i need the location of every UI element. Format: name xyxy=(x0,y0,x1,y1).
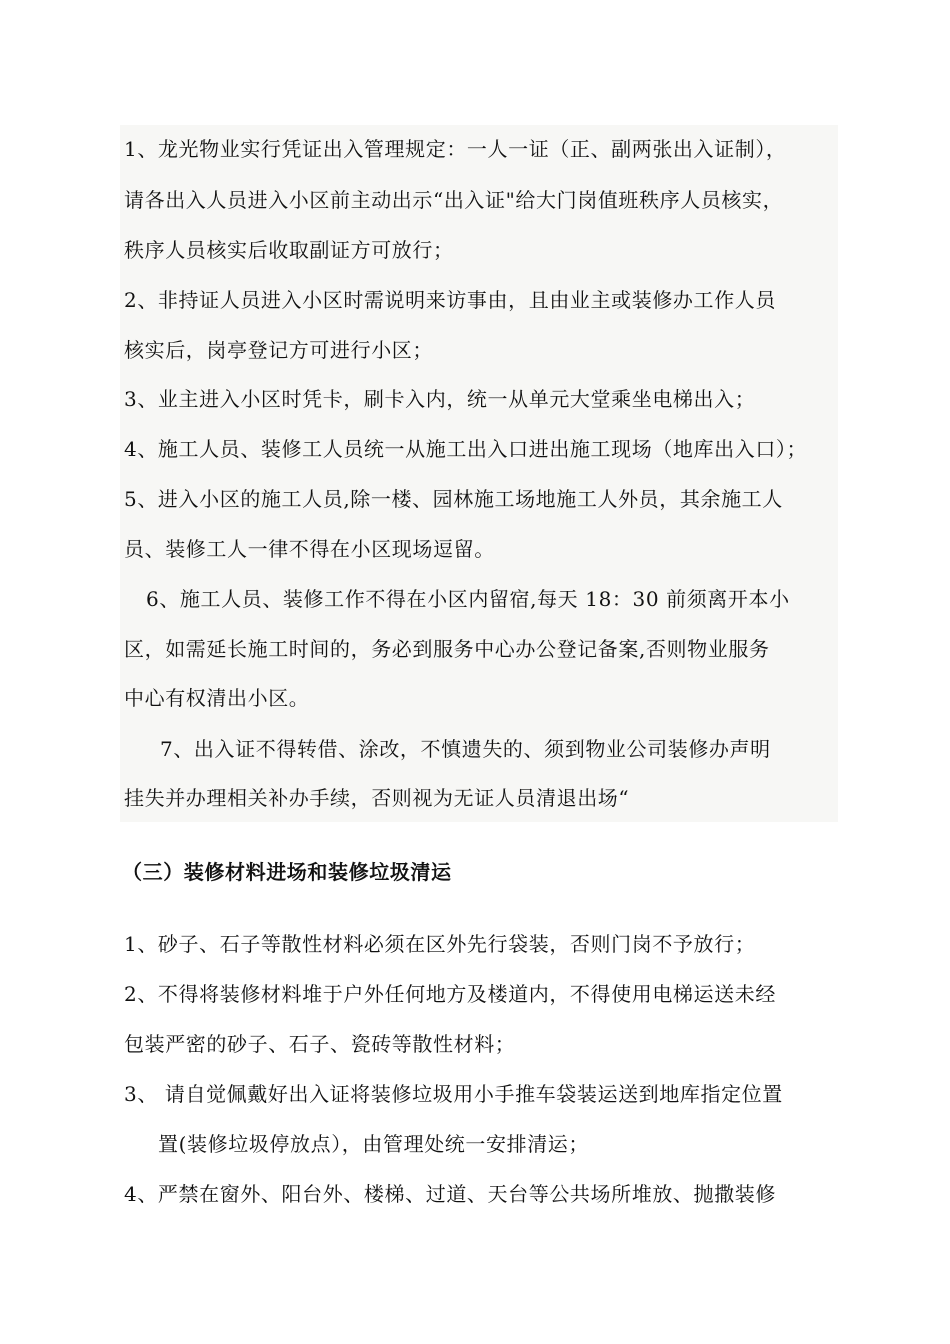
material-rule-3-line-2: 置(装修垃圾停放点），由管理处统一安排清运； xyxy=(158,1132,590,1156)
material-rule-4-line-1: 4、严禁在窗外、阳台外、楼梯、过道、天台等公共场所堆放、抛撒装修 xyxy=(124,1182,776,1206)
rule-1-line-2: 请各出入人员进入小区前主动出示“出入证"给大门岗值班秩序人员核实， xyxy=(124,188,784,212)
rule-1-line-1: 1、龙光物业实行凭证出入管理规定：一人一证（正、副两张出入证制）， xyxy=(124,137,787,161)
rule-1-line-3: 秩序人员核实后收取副证方可放行； xyxy=(124,238,454,262)
material-rule-3-line-1: 3、 请自觉佩戴好出入证将装修垃圾用小手推车袋装运送到地库指定位置 xyxy=(124,1082,783,1106)
rule-2-line-1: 2、非持证人员进入小区时需说明来访事由，且由业主或装修办工作人员 xyxy=(124,288,776,312)
rule-6-line-3: 中心有权清出小区。 xyxy=(124,686,310,710)
material-rule-2-line-2: 包装严密的砂子、石子、瓷砖等散性材料； xyxy=(124,1032,516,1056)
rule-6-line-2: 区，如需延长施工时间的，务必到服务中心办公登记备案,否则物业服务 xyxy=(124,637,770,661)
section-heading: （三）装修材料进场和装修垃圾清运 xyxy=(122,860,452,884)
material-rule-2-line-1: 2、不得将装修材料堆于户外任何地方及楼道内，不得使用电梯运送未经 xyxy=(124,982,776,1006)
material-rule-1-line-1: 1、砂子、石子等散性材料必须在区外先行袋装，否则门岗不予放行； xyxy=(124,932,756,956)
rule-5-line-2: 员、装修工人一律不得在小区现场逗留。 xyxy=(124,537,495,561)
rule-4-line-1: 4、施工人员、装修工人员统一从施工出入口进出施工现场（地库出入口）； xyxy=(124,437,808,461)
rule-7-line-1: 7、出入证不得转借、涂改，不慎遗失的、须到物业公司装修办声明 xyxy=(160,737,771,761)
rule-3-line-1: 3、业主进入小区时凭卡，刷卡入内，统一从单元大堂乘坐电梯出入； xyxy=(124,387,756,411)
shaded-rules-block xyxy=(120,125,838,822)
rule-2-line-2: 核实后，岗亭登记方可进行小区； xyxy=(124,338,433,362)
rule-7-line-2: 挂失并办理相关补办手续，否则视为无证人员清退出场“ xyxy=(124,786,630,810)
rule-5-line-1: 5、进入小区的施工人员,除一楼、园林施工场地施工人外员，其余施工人 xyxy=(124,487,783,511)
rule-6-line-1: 6、施工人员、装修工作不得在小区内留宿,每天 18：30 前须离开本小 xyxy=(146,587,790,611)
